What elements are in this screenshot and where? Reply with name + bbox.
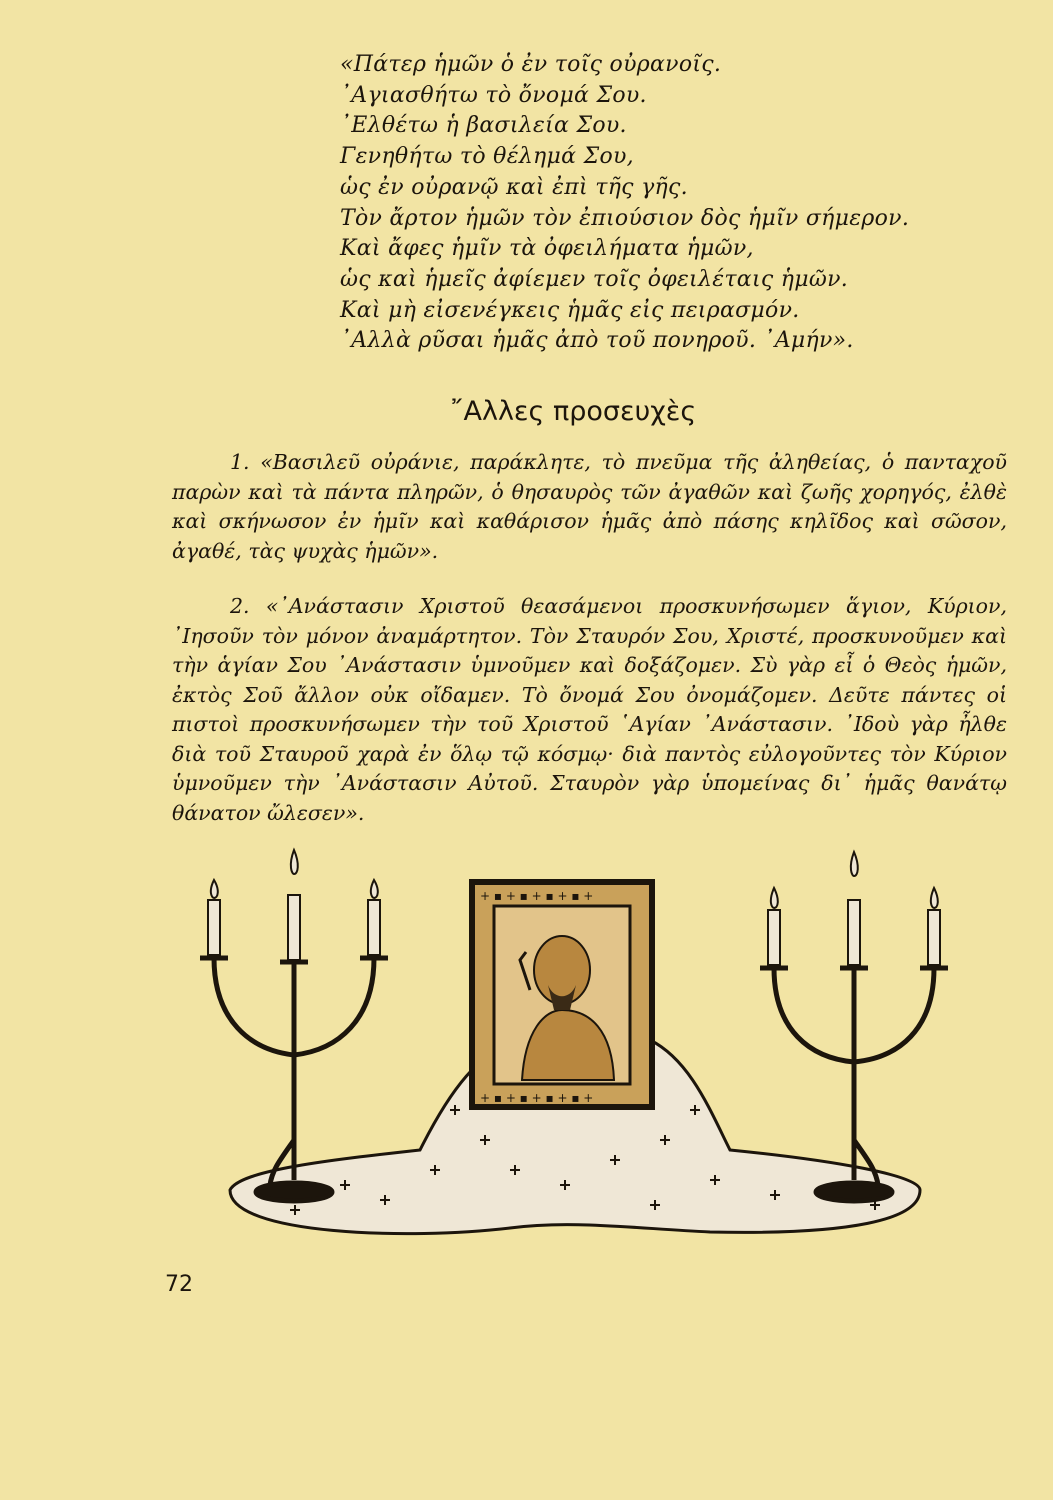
prayer-line: ᾿Αγιασθήτω τὸ ὄνομά Σου. — [340, 82, 647, 108]
prayer-paragraph-2: 2. «᾿Ανάστασιν Χριστοῦ θεασάμενοι προσκυνήσωμεν ἅγιον, Κύριον, ᾿Ιησοῦν τὸν μόνον ἀναμάρτητον. Τὸν Σταυρόν Σου, Χριστέ, προσκυνοῦμεν καὶ τὴν ἁγίαν Σου ᾿Ανάστασιν ὑμνοῦμεν καὶ δοξάζομεν. Σὺ γὰρ εἶ ὁ Θεὸς ἡμῶν, ἐκτὸς Σοῦ ἄλλον οὐκ οἴδαμεν. Τὸ ὄνομά Σου ὀνομάζομεν. Δεῦτε πάντες οἱ πιστοὶ προσκυνήσωμεν τὴν τοῦ Χριστοῦ ῾Αγίαν ᾿Ανάστασιν. ᾿Ιδοὺ γὰρ ἦλθε διὰ τοῦ Σταυροῦ χαρὰ ἐν ὅλῳ τῷ κόσμῳ· διὰ παντὸς εὐλογοῦντες τὸν Κύριον ὑμνοῦμεν τὴν ᾿Ανάστασιν Αὐτοῦ. Σταυρὸν γὰρ ὑπομείνας δι᾿ ἡμᾶς θανάτῳ θάνατον ὤλεσεν». — [172, 594, 1007, 825]
christ-icon-painting — [472, 882, 652, 1107]
prayer-line: «Πάτερ ἡμῶν ὁ ἐν τοῖς οὐρανοῖς. — [340, 52, 722, 77]
prayer-line: Καὶ ἄφες ἡμῖν τὰ ὀφειλήματα ἡμῶν, — [340, 236, 754, 262]
lords-prayer — [340, 50, 910, 357]
svg-text:+ ▪ + ▪ + ▪ + ▪ +: + ▪ + ▪ + ▪ + ▪ + — [480, 889, 594, 903]
left-candelabrum — [200, 850, 388, 1201]
prayer-line: Καὶ μὴ εἰσενέγκεις ἡμᾶς εἰς πειρασμόν. — [340, 297, 800, 323]
prayer-line: ὡς καὶ ἡμεῖς ἀφίεμεν τοῖς ὀφειλέταις ἡμῶν. — [340, 266, 849, 292]
icon-candelabra-illustration — [150, 840, 950, 1260]
prayer-paragraph-1: 1. «Βασιλεῦ οὐράνιε, παράκλητε, τὸ πνεῦμα τῆς ἀληθείας, ὁ πανταχοῦ παρὼν καὶ τὰ πάντα πληρῶν, ὁ θησαυρὸς τῶν ἀγαθῶν καὶ ζωῆς χορηγός, ἐλθὲ καὶ σκήνωσον ἐν ἡμῖν καὶ καθάρισον ἡμᾶς ἀπὸ πάσης κηλῖδος καὶ σῶσον, ἀγαθέ, τὰς ψυχὰς ἡμῶν». — [172, 450, 1007, 563]
svg-text:+ ▪ + ▪ + ▪ + ▪ +: + ▪ + ▪ + ▪ + ▪ + — [480, 1091, 594, 1105]
prayer-line: Γενηθήτω τὸ θέλημά Σου, — [340, 144, 634, 170]
right-candelabrum — [760, 852, 948, 1201]
prayer-line: ὡς ἐν οὐρανῷ καὶ ἐπὶ τῆς γῆς. — [340, 174, 688, 200]
page-number: 72 — [165, 1272, 193, 1297]
prayer-line: ᾿Ελθέτω ἡ βασιλεία Σου. — [340, 113, 627, 139]
prayer-line: Τὸν ἄρτον ἡμῶν τὸν ἐπιούσιον δὸς ἡμῖν σήμερον. — [340, 205, 910, 231]
prayer-line: ᾿Αλλὰ ρῦσαι ἡμᾶς ἀπὸ τοῦ πονηροῦ. ᾿Αμήν». — [340, 328, 854, 354]
section-heading: ῎Αλλες προσευχὲς — [450, 396, 697, 427]
